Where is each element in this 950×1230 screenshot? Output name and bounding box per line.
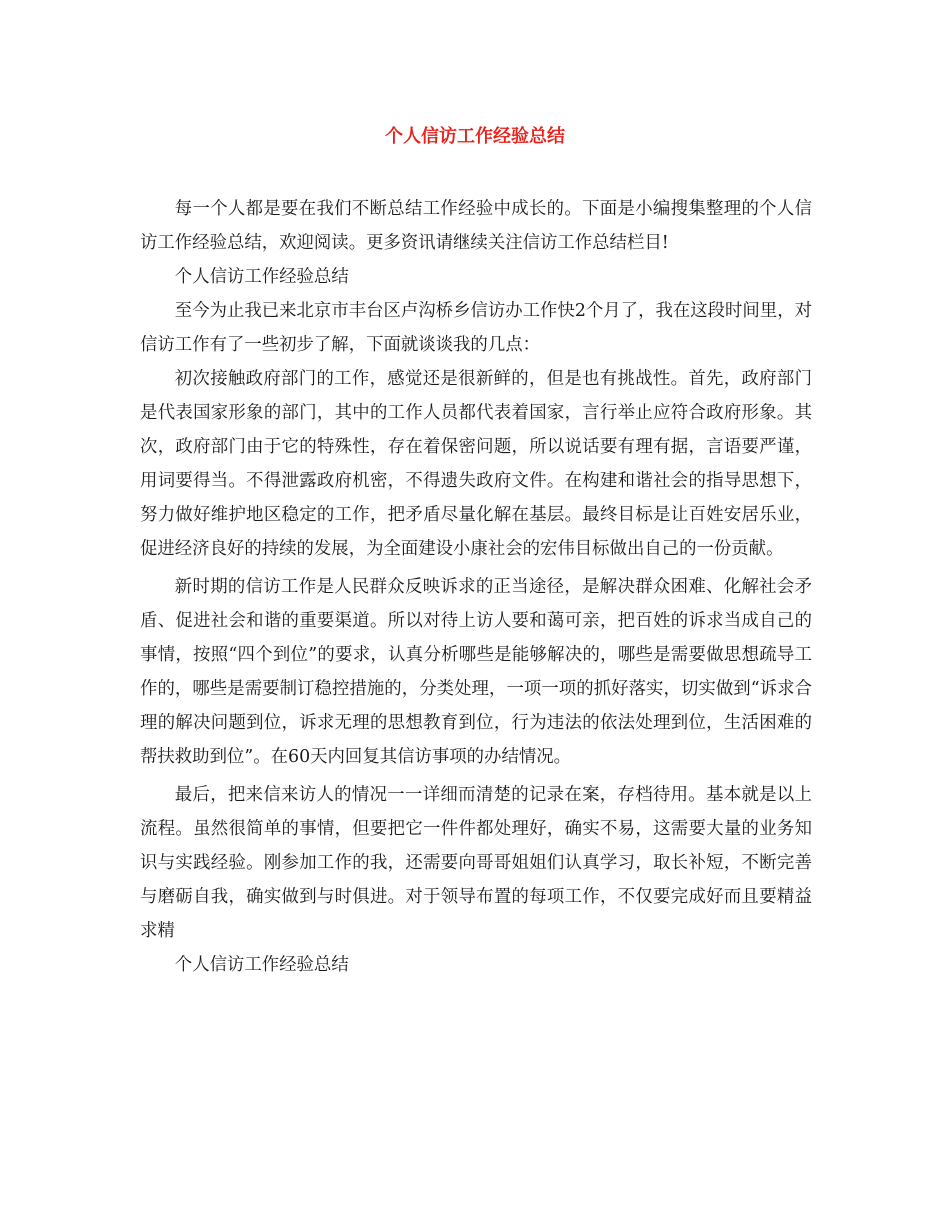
paragraph-opening: 至今为止我已来北京市丰台区卢沟桥乡信访办工作快2个月了，我在这段时间里，对信访工作有了一些初步了解，下面就谈谈我的几点：: [140, 301, 812, 355]
paragraph-first-impression: 初次接触政府部门的工作，感觉还是很新鲜的，但是也有挑战性。首先，政府部门是代表国家形象的部门，其中的工作人员都代表着国家，言行举止应符合政府形象。其次，政府部门由于它的特殊性，存在着保密问题，所以说话要有理有据，言语要严谨，用词要得当。不得泄露政府机密，不得遗失政府文件。在构建和谐社会的指导思想下，努力做好维护地区稳定的工作，把矛盾尽量化解在基层。最终目标是让百姓安居乐业，促进经济良好的持续的发展，为全面建设小康社会的宏伟目标做出自己的一份贡献。: [140, 369, 812, 559]
document-title: 个人信访工作经验总结: [385, 126, 565, 147]
paragraph-conclusion: 最后，把来信来访人的情况一一详细而清楚的记录在案，存档待用。基本就是以上流程。虽然很简单的事情，但要把它一件件都处理好，确实不易，这需要大量的业务知识与实践经验。刚参加工作的我，还需要向哥哥姐姐们认真学习，取长补短，不断完善与磨砺自我，确实做到与时俱进。对于领导布置的每项工作，不仅要完成好而且要精益求精: [140, 785, 812, 941]
document-body: [140, 192, 812, 982]
paragraph-new-era: 新时期的信访工作是人民群众反映诉求的正当途径，是解决群众困难、化解社会矛盾、促进社会和谐的重要渠道。所以对待上访人要和蔼可亲，把百姓的诉求当成自己的事情，按照“四个到位”的要求，认真分析哪些是能够解决的，哪些是需要做思想疏导工作的，哪些是需要制订稳控措施的，分类处理，一项一项的抓好落实，切实做到“诉求合理的解决问题到位，诉求无理的思想教育到位，行为违法的依法处理到位，生活困难的帮扶救助到位”。在60天内回复其信访事项的办结情况。: [140, 577, 812, 767]
paragraph-closing-heading: 个人信访工作经验总结: [174, 955, 349, 975]
paragraph-subheading: 个人信访工作经验总结: [174, 267, 349, 287]
paragraph-intro: 每一个人都是要在我们不断总结工作经验中成长的。下面是小编搜集整理的个人信访工作经验总结，欢迎阅读。更多资讯请继续关注信访工作总结栏目!: [140, 199, 812, 253]
